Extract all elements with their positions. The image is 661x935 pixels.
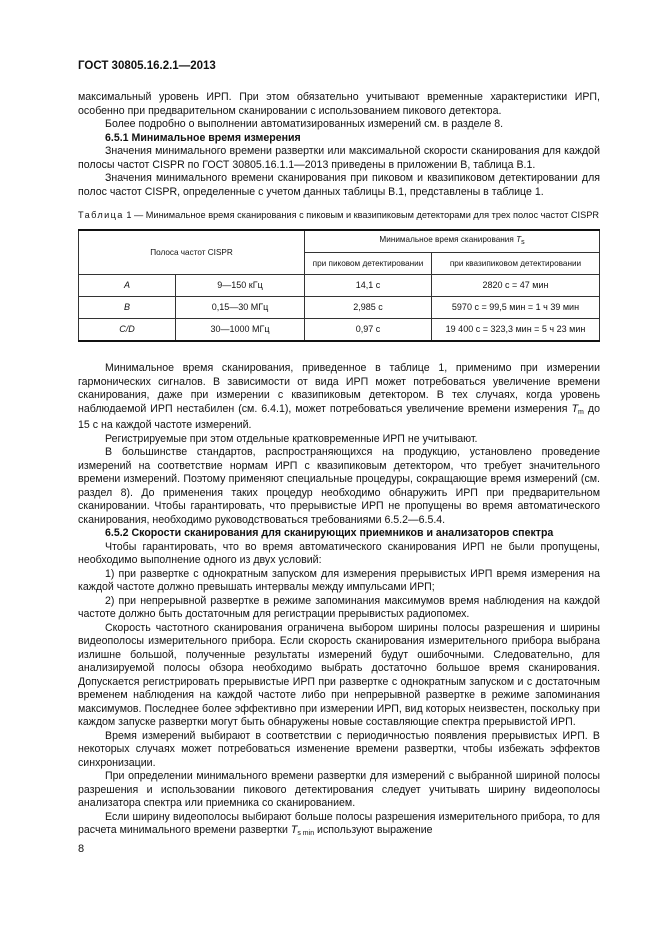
header-min-time-var: T xyxy=(516,235,522,245)
section-heading-6-5-2: 6.5.2 Скорости сканирования для сканирующих приемников и анализаторов спектра xyxy=(105,527,554,539)
section-heading-6-5-1: 6.5.1 Минимальное время измерения xyxy=(105,131,301,144)
variable-subscript: s min xyxy=(297,830,315,837)
range-cell: 30—1000 МГц xyxy=(176,319,305,342)
band-cell: A xyxy=(79,275,176,297)
table-caption xyxy=(78,209,600,221)
paragraph: Время измерений выбирают в соответствии с периодичностью появления прерывистых ИРП. В некоторых случаях может потребоваться изменение времени развертки, чтобы избежать эффектов синхронизации. xyxy=(78,729,600,769)
paragraph: При определении минимального времени развертки для измерений с выбранной шириной полосы разрешения и использовании пикового детектирования следует учитывать ширину видеополосы анализатора спектра или приемника со сканированием. xyxy=(78,770,600,809)
table-row xyxy=(79,275,600,297)
paragraph: Значения минимального времени сканирования при пиковом и квазипиковом детектировании для полос частот CISPR, определенные с учетом данных таблицы В.1, представлены в таблице 1. xyxy=(78,172,600,198)
paragraph: В большинстве стандартов, распространяющихся на продукцию, установлено проведение измерений на соответствие нормам ИРП с квазипиковым детектором, что требует значительного времени измерений. Поэтому применяют специальные процедуры, сокращающие время измерений (см. раздел 8). До применения таких процедур необходимо обнаружить ИРП при предварительном сканировании. Чтобы гарантировать, что прерывистые ИРП не пропущены во время автоматического сканирования, необходимо руководствоваться требованиями 6.5.2—6.5.4. xyxy=(78,446,600,526)
qp-cell: 2820 с = 47 мин xyxy=(432,275,600,297)
peak-cell: 0,97 с xyxy=(305,319,432,342)
scan-time-table xyxy=(78,229,600,342)
paragraph xyxy=(78,362,600,433)
table-row xyxy=(79,297,600,319)
paragraph: Скорость частотного сканирования ограничена выбором ширины полосы разрешения и ширины видеополосы измерительного прибора. Если скорость сканирования измерительного прибора выбрана излишне большой, полученные результаты измерений будут ошибочными. Следовательно, для анализируемой полосы обзора необходимо выбрать достаточно большое время сканирования. Допускается регистрировать прерывистые ИРП при развертке с однократным запуском и с достаточным временем наблюдения на каждой частоте либо при непрерывной развертке в режиме запоминания максимумов. Последнее более эффективно при измерении ИРП, вид которых неизвестен, поскольку при каждом запуске развертки могут быть обнаружены новые составляющие спектра прерывистой ИРП. xyxy=(78,621,600,728)
peak-cell: 2,985 с xyxy=(305,297,432,319)
table-row xyxy=(79,319,600,342)
header-min-time xyxy=(305,230,600,253)
paragraph: Регистрируемые при этом отдельные кратковременные ИРП не учитывают. xyxy=(105,432,478,445)
header-min-time-sub: s xyxy=(521,239,525,247)
header-quasi-peak: при квазипиковом детектировании xyxy=(432,253,600,275)
band-cell: B xyxy=(79,297,176,319)
qp-cell: 19 400 с = 323,3 мин = 5 ч 23 мин xyxy=(432,319,600,342)
paragraph: 1) при развертке с однократным запуском для измерения прерывистых ИРП время измерения на каждой частоте должно превышать интервалы между импульсами ИРП; xyxy=(78,567,600,593)
paragraph xyxy=(78,811,600,841)
range-cell: 9—150 кГц xyxy=(176,275,305,297)
qp-cell: 5970 с = 99,5 мин = 1 ч 39 мин xyxy=(432,297,600,319)
peak-cell: 14,1 с xyxy=(305,275,432,297)
paragraph-text: Минимальное время сканирования, приведенное в таблице 1, применимо при измерении гармонических сигналов. В зависимости от вида ИРП может потребоваться увеличение времени сканирования, даже при измерении с квазипиковым детектором. В тех случаях, когда уровень наблюдаемой ИРП нестабилен (см. 6.4.1), может потребоваться увеличение времени измерения xyxy=(78,362,600,415)
table-caption-text: 1 — Минимальное время сканирования с пиковым и квазипиковым детекторами для трех полос частот CISPR xyxy=(123,210,599,220)
page-header: ГОСТ 30805.16.2.1—2013 xyxy=(78,60,216,72)
header-peak: при пиковом детектировании xyxy=(305,253,432,275)
header-min-time-text: Минимальное время сканирования xyxy=(379,235,517,245)
band-cell: C/D xyxy=(79,319,176,342)
paragraph-text: используют выражение xyxy=(314,824,433,836)
range-cell: 0,15—30 МГц xyxy=(176,297,305,319)
paragraph: Более подробно о выполнении автоматизированных измерений см. в разделе 8. xyxy=(105,118,504,130)
page-body xyxy=(78,91,600,841)
table-caption-word: Таблица xyxy=(78,210,124,220)
paragraph: 2) при непрерывной развертке в режиме запоминания максимумов время наблюдения на каждой частоте должно быть достаточным для регистрации прерывистых радиопомех. xyxy=(78,594,600,620)
header-band: Полоса частот CISPR xyxy=(79,230,305,275)
page-number: 8 xyxy=(78,843,85,855)
variable-T: T xyxy=(571,402,579,415)
paragraph-text: до 15 с на каждой частоте измерений. xyxy=(78,402,600,431)
variable-subscript: m xyxy=(578,408,584,416)
paragraph: Значения минимального времени развертки или максимальной скорости сканирования для каждой полосы частот CISPR по ГОСТ 30805.16.1.1—2013 приведены в приложении В, таблица В.1. xyxy=(78,145,600,171)
paragraph: Чтобы гарантировать, что во время автоматического сканирования ИРП не были пропущены, необходимо выполнение одного из двух условий: xyxy=(78,540,600,566)
paragraph-text: Если ширину видеополосы выбирают больше полосы разрешения измерительного прибора, то для расчета минимального времени развертки xyxy=(78,810,600,836)
variable-T: T xyxy=(290,824,298,836)
paragraph: максимальный уровень ИРП. При этом обязательно учитывают временные характеристики ИРП, особенно при предварительном сканировании с использованием пикового детектора. xyxy=(78,91,600,117)
